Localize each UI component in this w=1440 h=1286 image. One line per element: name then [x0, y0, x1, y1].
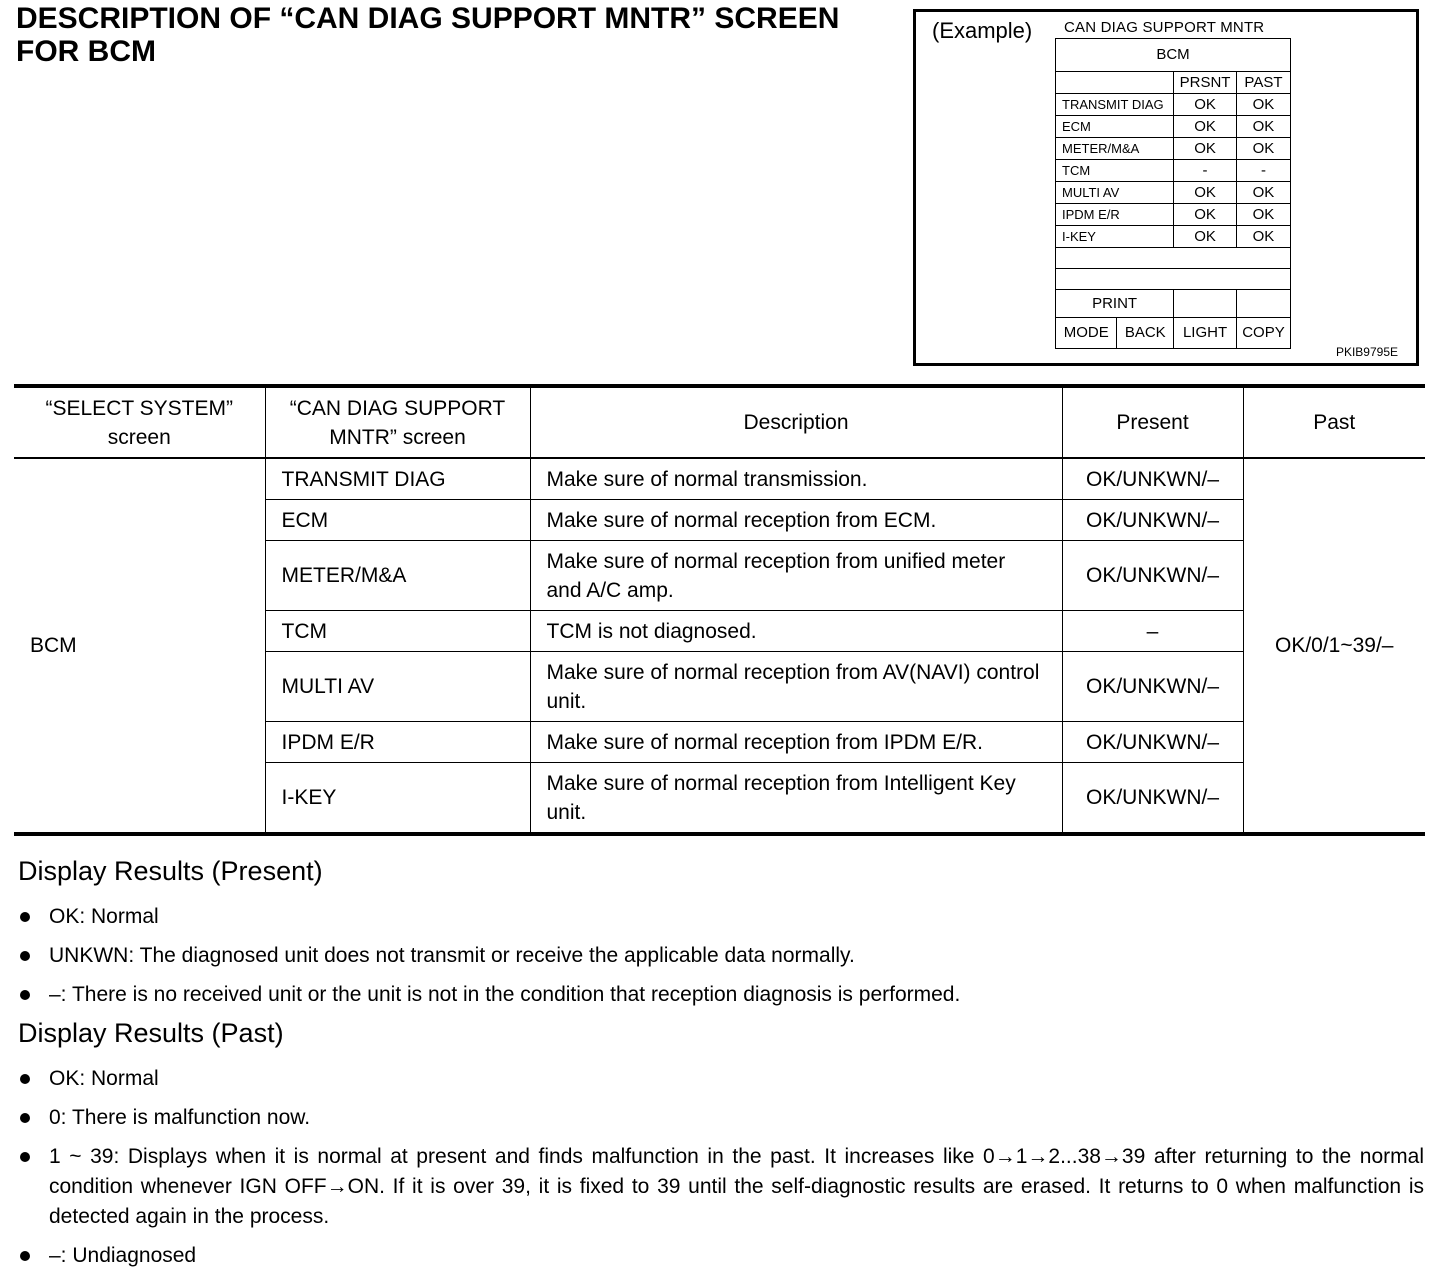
example-row-past: OK	[1236, 182, 1290, 204]
example-row-present: -	[1174, 160, 1237, 182]
list-item: 0: There is malfunction now.	[18, 1103, 1424, 1133]
example-row-name: MULTI AV	[1056, 182, 1174, 204]
description-cell: Make sure of normal reception from unified meter and A/C amp.	[530, 541, 1062, 611]
list-item: 1 ~ 39: Displays when it is normal at present and finds malfunction in the past. It increases like 0→1→2...38→39 after returning to the normal condition whenever IGN OFF→ON. If it is over 39, it is fixed to 39 until the self-diagnostic results are erased. It returns to 0 when malfunction is detected again in the process.	[18, 1142, 1424, 1232]
description-cell: Make sure of normal reception from IPDM E/R.	[530, 722, 1062, 763]
present-cell: OK/UNKWN/–	[1062, 500, 1243, 541]
example-row	[1056, 226, 1291, 248]
example-row-past: OK	[1236, 138, 1290, 160]
example-row-name: IPDM E/R	[1056, 204, 1174, 226]
example-row-present: OK	[1174, 226, 1237, 248]
example-blank-key	[1174, 290, 1237, 318]
description-cell: Make sure of normal reception from Intelligent Key unit.	[530, 763, 1062, 835]
example-row-present: OK	[1174, 94, 1237, 116]
list-item: OK: Normal	[18, 902, 1424, 932]
header-description: Description	[530, 386, 1062, 458]
header-can-diag: “CAN DIAG SUPPORT MNTR” screen	[265, 386, 530, 458]
example-row	[1056, 204, 1291, 226]
example-row	[1056, 160, 1291, 182]
item-cell: MULTI AV	[265, 652, 530, 722]
item-cell: ECM	[265, 500, 530, 541]
present-results-heading: Display Results (Present)	[18, 856, 323, 886]
example-print-button[interactable]: PRINT	[1056, 290, 1174, 318]
example-row-past: OK	[1236, 116, 1290, 138]
present-cell: OK/UNKWN/–	[1062, 652, 1243, 722]
example-row-past: OK	[1236, 226, 1290, 248]
present-cell: OK/UNKWN/–	[1062, 541, 1243, 611]
example-row	[1056, 138, 1291, 160]
example-monitor-table	[1055, 38, 1291, 349]
example-back-button[interactable]: BACK	[1117, 318, 1174, 349]
list-item: OK: Normal	[18, 1064, 1424, 1094]
example-row-present: OK	[1174, 182, 1237, 204]
present-cell: OK/UNKWN/–	[1062, 763, 1243, 835]
header-past: Past	[1243, 386, 1425, 458]
past-results-list	[18, 1064, 1424, 1271]
past-results-heading: Display Results (Past)	[18, 1018, 284, 1048]
table-row	[14, 458, 1425, 500]
example-header-blank	[1056, 72, 1174, 94]
present-results-list	[18, 902, 1424, 1010]
present-cell: –	[1062, 611, 1243, 652]
example-screen-figure	[913, 9, 1419, 366]
description-cell: Make sure of normal transmission.	[530, 458, 1062, 500]
example-row-past: -	[1236, 160, 1290, 182]
past-cell: OK/0/1~39/–	[1243, 458, 1425, 834]
example-blank-key	[1236, 290, 1290, 318]
example-col-past: PAST	[1236, 72, 1290, 94]
example-row-name: METER/M&A	[1056, 138, 1174, 160]
example-empty-row	[1056, 269, 1291, 290]
example-row-name: TRANSMIT DIAG	[1056, 94, 1174, 116]
example-row	[1056, 182, 1291, 204]
item-cell: TCM	[265, 611, 530, 652]
list-item: –: Undiagnosed	[18, 1241, 1424, 1271]
item-cell: METER/M&A	[265, 541, 530, 611]
page-title-line-2: FOR BCM	[16, 35, 156, 68]
example-row-present: OK	[1174, 204, 1237, 226]
example-row-name: TCM	[1056, 160, 1174, 182]
example-row-past: OK	[1236, 94, 1290, 116]
example-row	[1056, 94, 1291, 116]
example-empty-row	[1056, 248, 1291, 269]
present-cell: OK/UNKWN/–	[1062, 722, 1243, 763]
example-light-button[interactable]: LIGHT	[1174, 318, 1237, 349]
list-item: UNKWN: The diagnosed unit does not transmit or receive the applicable data normally.	[18, 941, 1424, 971]
example-unit: BCM	[1056, 39, 1291, 72]
example-row	[1056, 116, 1291, 138]
list-item: –: There is no received unit or the unit is not in the condition that reception diagnosis is performed.	[18, 980, 1424, 1010]
example-label: (Example)	[932, 18, 1033, 43]
example-row-present: OK	[1174, 116, 1237, 138]
can-diag-table	[14, 384, 1425, 836]
example-screen-title: CAN DIAG SUPPORT MNTR	[1064, 19, 1265, 36]
item-cell: I-KEY	[265, 763, 530, 835]
page-title	[16, 2, 906, 68]
figure-code: PKIB9795E	[1335, 345, 1398, 359]
item-cell: IPDM E/R	[265, 722, 530, 763]
example-row-name: ECM	[1056, 116, 1174, 138]
description-cell: TCM is not diagnosed.	[530, 611, 1062, 652]
description-cell: Make sure of normal reception from AV(NAVI) control unit.	[530, 652, 1062, 722]
example-mode-button[interactable]: MODE	[1056, 318, 1117, 349]
example-row-present: OK	[1174, 138, 1237, 160]
header-present: Present	[1062, 386, 1243, 458]
present-cell: OK/UNKWN/–	[1062, 458, 1243, 500]
system-cell: BCM	[14, 458, 265, 834]
example-row-name: I-KEY	[1056, 226, 1174, 248]
item-cell: TRANSMIT DIAG	[265, 458, 530, 500]
example-row-past: OK	[1236, 204, 1290, 226]
description-cell: Make sure of normal reception from ECM.	[530, 500, 1062, 541]
example-col-present: PRSNT	[1174, 72, 1237, 94]
page-title-line-1: DESCRIPTION OF “CAN DIAG SUPPORT MNTR” SCREEN	[16, 2, 840, 35]
header-select-system: “SELECT SYSTEM” screen	[14, 386, 265, 458]
example-copy-button[interactable]: COPY	[1236, 318, 1290, 349]
